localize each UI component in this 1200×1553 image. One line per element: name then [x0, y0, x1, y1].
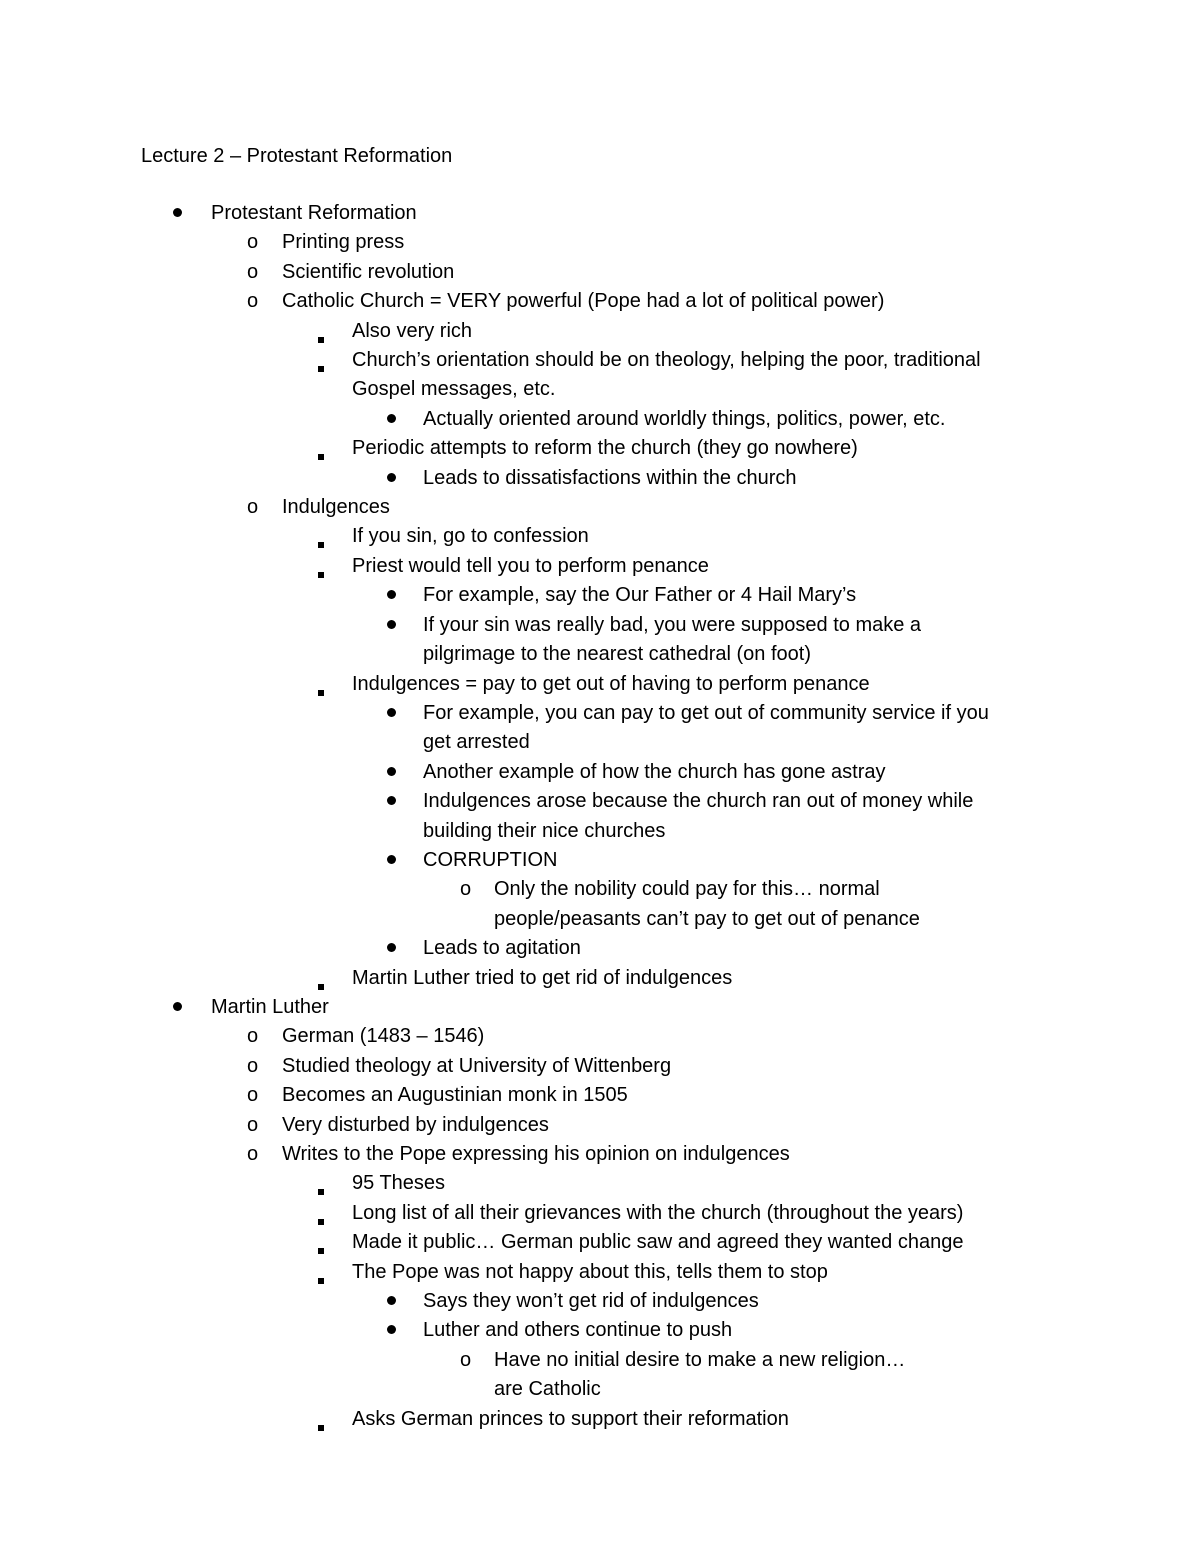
disc-icon — [387, 1287, 411, 1316]
disc-icon — [387, 846, 411, 875]
outline-item — [0, 434, 1200, 463]
outline-item-text: Made it public… German public saw and agreed they wanted change — [352, 1231, 964, 1254]
outline-item — [0, 1022, 1200, 1051]
outline-item — [0, 670, 1200, 699]
outline-item — [0, 787, 1200, 846]
outline-item-text: If your sin was really bad, you were supposed to make a pilgrimage to the nearest cathedral (on foot) — [423, 613, 922, 666]
outline-item-text: Indulgences arose because the church ran out of money while building their nice churches — [423, 790, 974, 842]
outline-item-text: 95 Theses — [352, 1172, 446, 1195]
outline-item — [0, 346, 1200, 405]
outline-item — [0, 1052, 1200, 1081]
outline-item-text: Becomes an Augustinian monk in 1505 — [282, 1084, 628, 1107]
outline-item-text: Periodic attempts to reform the church (they go nowhere) — [352, 437, 858, 460]
outline-item-text: Long list of all their grievances with the church (throughout the years) — [352, 1201, 964, 1224]
outline-item — [0, 493, 1200, 522]
outline-item — [0, 317, 1200, 346]
disc-icon — [387, 699, 411, 728]
outline-item-text: Actually oriented around worldly things, politics, power, etc. — [423, 407, 946, 430]
disc-icon — [387, 787, 411, 816]
disc-icon — [173, 199, 197, 228]
square-icon — [318, 1258, 342, 1287]
outline-item-text: Studied theology at University of Wittenberg — [282, 1054, 672, 1077]
circle-icon: o — [247, 1143, 259, 1165]
disc-icon — [387, 611, 411, 640]
outline-list — [0, 199, 1200, 1434]
outline-item — [0, 993, 1200, 1022]
circle-icon: o — [247, 1113, 259, 1136]
outline-item-text: Martin Luther tried to get rid of indulgences — [352, 966, 733, 989]
outline-item-text: Very disturbed by indulgences — [282, 1113, 549, 1136]
disc-icon — [387, 934, 411, 963]
square-icon — [318, 1228, 342, 1257]
outline-item — [0, 258, 1200, 287]
outline-item-text: Leads to dissatisfactions within the church — [423, 466, 797, 489]
outline-item-text: Catholic Church = VERY powerful (Pope had a lot of political power) — [282, 290, 885, 313]
disc-icon — [387, 1316, 411, 1345]
outline-item-text: For example, say the Our Father or 4 Hail Mary’s — [423, 584, 857, 607]
outline-item — [0, 464, 1200, 493]
circle-icon: o — [247, 1025, 259, 1048]
circle-icon: o — [247, 1084, 259, 1107]
outline-item-text: Leads to agitation — [423, 937, 581, 960]
outline-item — [0, 405, 1200, 434]
outline-item — [0, 199, 1200, 228]
outline-item — [0, 1287, 1200, 1316]
square-icon — [318, 1199, 342, 1228]
disc-icon — [387, 405, 411, 434]
outline-item-text: CORRUPTION — [423, 848, 558, 871]
outline-item — [0, 581, 1200, 610]
outline-item-text: Have no initial desire to make a new religion… are Catholic — [494, 1348, 911, 1401]
outline-item — [0, 758, 1200, 787]
circle-icon: o — [247, 260, 259, 283]
page-title: Lecture 2 – Protestant Reformation — [141, 145, 453, 167]
outline-item — [0, 1405, 1200, 1434]
outline-item — [0, 522, 1200, 551]
outline-item — [0, 1111, 1200, 1140]
outline-item — [0, 964, 1200, 993]
square-icon — [318, 346, 342, 375]
outline-item — [0, 875, 1200, 934]
outline-item-text: Another example of how the church has gone astray — [423, 760, 886, 783]
outline-item-text: German (1483 – 1546) — [282, 1025, 485, 1048]
circle-icon: o — [460, 1348, 472, 1371]
outline-item — [0, 1346, 1200, 1405]
outline-item — [0, 1258, 1200, 1287]
outline-item — [0, 1169, 1200, 1198]
outline-item-text: Protestant Reformation — [211, 202, 417, 224]
outline-item-text: Printing press — [282, 231, 405, 254]
square-icon — [318, 1169, 342, 1198]
outline-item — [0, 228, 1200, 257]
outline-item-text: Writes to the Pope expressing his opinion on indulgences — [282, 1143, 790, 1165]
outline-item-text: If you sin, go to confession — [352, 525, 589, 548]
outline-item-text: Scientific revolution — [282, 260, 455, 283]
outline-item — [0, 699, 1200, 758]
outline-item-text: Luther and others continue to push — [423, 1319, 733, 1342]
circle-icon: o — [247, 290, 259, 313]
outline-item-text: Church’s orientation should be on theology, helping the poor, traditional Gospel messages, etc. — [352, 349, 981, 401]
disc-icon — [387, 758, 411, 787]
outline-item-text: Only the nobility could pay for this… normal people/peasants can’t pay to get out of penance — [494, 878, 920, 930]
outline-item — [0, 1228, 1200, 1257]
outline-item — [0, 1081, 1200, 1110]
outline-item-text: Asks German princes to support their reformation — [352, 1407, 789, 1430]
circle-icon: o — [247, 1054, 259, 1077]
outline-item — [0, 1140, 1200, 1169]
outline-item-text: The Pope was not happy about this, tells them to stop — [352, 1260, 828, 1283]
outline-item-text: Priest would tell you to perform penance — [352, 554, 709, 577]
outline-item — [0, 287, 1200, 316]
square-icon — [318, 1405, 342, 1434]
square-icon — [318, 964, 342, 993]
square-icon — [318, 522, 342, 551]
circle-icon: o — [247, 496, 259, 519]
outline-item — [0, 611, 1200, 670]
square-icon — [318, 670, 342, 699]
circle-icon: o — [460, 878, 472, 901]
outline-item — [0, 1199, 1200, 1228]
disc-icon — [387, 581, 411, 610]
square-icon — [318, 552, 342, 581]
outline-item-text: For example, you can pay to get out of community service if you get arrested — [423, 701, 989, 754]
square-icon — [318, 434, 342, 463]
outline-item — [0, 552, 1200, 581]
outline-item — [0, 934, 1200, 963]
circle-icon: o — [247, 231, 259, 254]
disc-icon — [173, 993, 197, 1022]
outline-item-text: Indulgences = pay to get out of having to perform penance — [352, 672, 870, 695]
outline-item-text: Martin Luther — [211, 995, 329, 1018]
outline-item — [0, 846, 1200, 875]
outline-item — [0, 1316, 1200, 1345]
disc-icon — [387, 464, 411, 493]
square-icon — [318, 317, 342, 346]
outline-item-text: Indulgences — [282, 496, 390, 519]
outline-item-text: Says they won’t get rid of indulgences — [423, 1290, 759, 1313]
outline-item-text: Also very rich — [352, 319, 473, 342]
